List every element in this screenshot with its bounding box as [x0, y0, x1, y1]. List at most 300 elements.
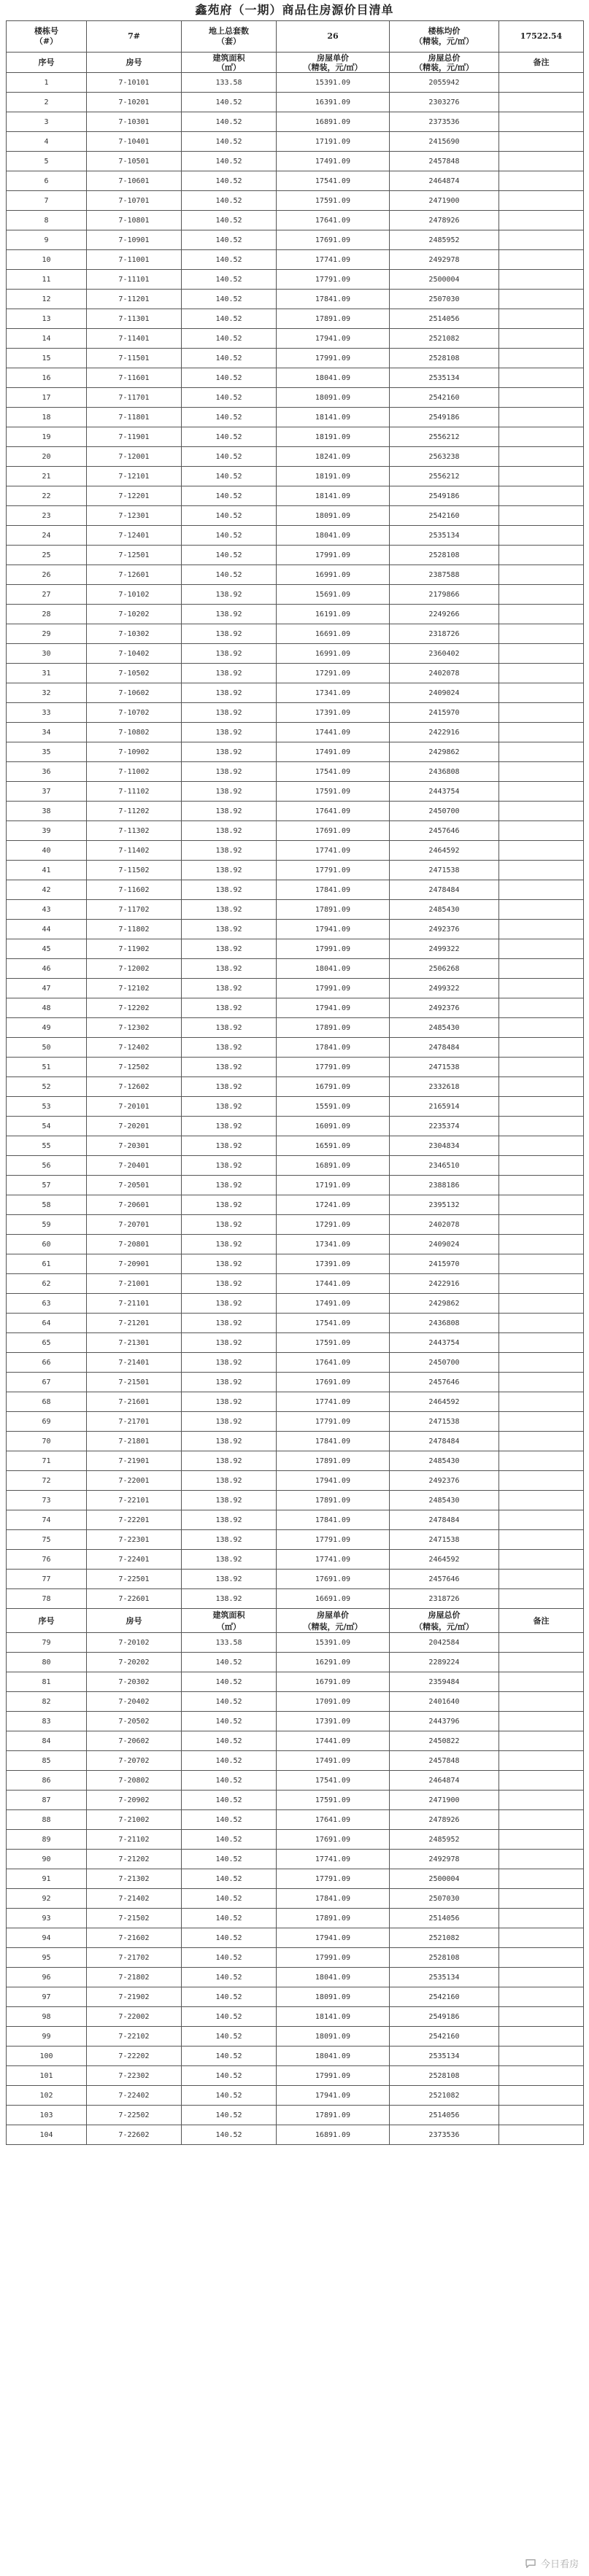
- remark-cell: [499, 486, 584, 506]
- total-price-cell: 2514056: [390, 2106, 499, 2125]
- table-row: [7, 1432, 584, 1451]
- area-cell: 140.52: [182, 1948, 277, 1968]
- table-row: [7, 309, 584, 329]
- unit-price-cell: 17991.09: [277, 546, 390, 565]
- area-cell: 138.92: [182, 723, 277, 742]
- table-row: [7, 1097, 584, 1117]
- remark-cell: [499, 1136, 584, 1156]
- table-row: [7, 900, 584, 920]
- area-cell: 140.52: [182, 1968, 277, 1987]
- area-cell: 138.92: [182, 880, 277, 900]
- seq-cell: 35: [7, 742, 87, 762]
- table-row: [7, 408, 584, 427]
- room-cell: 7-22102: [87, 2027, 182, 2047]
- total-price-cell: 2304834: [390, 1136, 499, 1156]
- total-price-cell: 2055942: [390, 73, 499, 93]
- room-cell: 7-11501: [87, 349, 182, 368]
- area-cell: 140.52: [182, 1987, 277, 2007]
- total-price-cell: 2500004: [390, 1869, 499, 1889]
- room-cell: 7-20402: [87, 1692, 182, 1712]
- area-cell: 138.92: [182, 703, 277, 723]
- total-price-cell: 2492376: [390, 998, 499, 1018]
- room-cell: 7-22101: [87, 1491, 182, 1510]
- unit-price-cell: 18041.09: [277, 526, 390, 546]
- building-no-header: 楼栋号 （#）: [7, 21, 87, 53]
- unit-price-cell: 17841.09: [277, 1510, 390, 1530]
- area-cell: 138.92: [182, 1058, 277, 1077]
- total-price-cell: 2499322: [390, 939, 499, 959]
- unit-price-cell: 17941.09: [277, 329, 390, 349]
- room-cell: 7-21002: [87, 1810, 182, 1830]
- seq-cell: 4: [7, 132, 87, 152]
- room-cell: 7-20201: [87, 1117, 182, 1136]
- table-row: [7, 1136, 584, 1156]
- table-row: [7, 703, 584, 723]
- seq-cell: 46: [7, 959, 87, 979]
- room-cell: 7-10302: [87, 624, 182, 644]
- unit-price-cell: 18141.09: [277, 408, 390, 427]
- unit-price-cell: 17541.09: [277, 171, 390, 191]
- table-row: [7, 1471, 584, 1491]
- area-cell: 138.92: [182, 1097, 277, 1117]
- seq-cell: 74: [7, 1510, 87, 1530]
- unit-price-cell: 18191.09: [277, 427, 390, 447]
- remark-cell: [499, 664, 584, 683]
- remark-cell: [499, 526, 584, 546]
- remark-cell: [499, 1038, 584, 1058]
- seq-cell: 68: [7, 1392, 87, 1412]
- room-cell: 7-20902: [87, 1791, 182, 1810]
- table-row: [7, 349, 584, 368]
- seq-cell: 43: [7, 900, 87, 920]
- remark-cell: [499, 959, 584, 979]
- total-price-cell: 2478484: [390, 1038, 499, 1058]
- seq-cell: 37: [7, 782, 87, 802]
- area-cell: 138.92: [182, 1550, 277, 1570]
- area-cell: 138.92: [182, 1392, 277, 1412]
- total-price-cell: 2471538: [390, 1530, 499, 1550]
- total-price-cell: 2457646: [390, 1570, 499, 1589]
- seq-cell: 39: [7, 821, 87, 841]
- room-cell: 7-10901: [87, 230, 182, 250]
- area-cell: 138.92: [182, 821, 277, 841]
- repeated-col-room-header: 房号: [87, 1609, 182, 1633]
- remark-cell: [499, 270, 584, 290]
- area-cell: 138.92: [182, 1294, 277, 1314]
- remark-cell: [499, 1294, 584, 1314]
- remark-cell: [499, 742, 584, 762]
- remark-cell: [499, 605, 584, 624]
- seq-cell: 6: [7, 171, 87, 191]
- seq-cell: 7: [7, 191, 87, 211]
- table-row: [7, 1333, 584, 1353]
- remark-cell: [499, 782, 584, 802]
- seq-cell: 98: [7, 2007, 87, 2027]
- room-cell: 7-20202: [87, 1653, 182, 1672]
- total-price-cell: 2521082: [390, 2086, 499, 2106]
- total-price-cell: 2521082: [390, 1928, 499, 1948]
- seq-cell: 47: [7, 979, 87, 998]
- unit-price-cell: 17291.09: [277, 1215, 390, 1235]
- unit-count-value: 26: [277, 21, 390, 53]
- remark-cell: [499, 762, 584, 782]
- unit-price-cell: 17641.09: [277, 1353, 390, 1373]
- room-cell: 7-10702: [87, 703, 182, 723]
- seq-cell: 82: [7, 1692, 87, 1712]
- room-cell: 7-21901: [87, 1451, 182, 1471]
- total-price-cell: 2485430: [390, 1018, 499, 1038]
- seq-cell: 81: [7, 1672, 87, 1692]
- room-cell: 7-11601: [87, 368, 182, 388]
- total-price-cell: 2549186: [390, 2007, 499, 2027]
- unit-price-cell: 16591.09: [277, 1136, 390, 1156]
- unit-price-cell: 18041.09: [277, 959, 390, 979]
- area-cell: 140.52: [182, 447, 277, 467]
- unit-price-cell: 17491.09: [277, 1751, 390, 1771]
- seq-cell: 21: [7, 467, 87, 486]
- unit-price-cell: 18041.09: [277, 368, 390, 388]
- seq-cell: 57: [7, 1176, 87, 1195]
- seq-cell: 58: [7, 1195, 87, 1215]
- unit-price-cell: 18041.09: [277, 1968, 390, 1987]
- table-row: [7, 1987, 584, 2007]
- remark-cell: [499, 1731, 584, 1751]
- unit-price-cell: 17791.09: [277, 1530, 390, 1550]
- seq-cell: 29: [7, 624, 87, 644]
- building-no-value: 7#: [87, 21, 182, 53]
- remark-cell: [499, 250, 584, 270]
- room-cell: 7-21302: [87, 1869, 182, 1889]
- remark-cell: [499, 152, 584, 171]
- unit-price-cell: 17391.09: [277, 1254, 390, 1274]
- area-cell: 140.52: [182, 1810, 277, 1830]
- table-row: [7, 1215, 584, 1235]
- table-row: [7, 1294, 584, 1314]
- area-cell: 140.52: [182, 486, 277, 506]
- total-price-cell: 2415970: [390, 1254, 499, 1274]
- total-price-cell: 2514056: [390, 309, 499, 329]
- seq-cell: 28: [7, 605, 87, 624]
- total-price-cell: 2528108: [390, 546, 499, 565]
- table-row: [7, 1889, 584, 1909]
- remark-cell: [499, 447, 584, 467]
- area-cell: 138.92: [182, 841, 277, 861]
- remark-cell: [499, 2007, 584, 2027]
- total-price-cell: 2500004: [390, 270, 499, 290]
- area-cell: 138.92: [182, 1570, 277, 1589]
- room-cell: 7-12201: [87, 486, 182, 506]
- unit-price-cell: 16691.09: [277, 624, 390, 644]
- seq-cell: 51: [7, 1058, 87, 1077]
- area-cell: 140.52: [182, 1830, 277, 1850]
- unit-price-cell: 17691.09: [277, 821, 390, 841]
- room-cell: 7-20102: [87, 1633, 182, 1653]
- remark-cell: [499, 408, 584, 427]
- total-price-cell: 2332618: [390, 1077, 499, 1097]
- unit-price-cell: 17791.09: [277, 861, 390, 880]
- table-row: [7, 1491, 584, 1510]
- unit-price-cell: 16291.09: [277, 1653, 390, 1672]
- table-row: [7, 1928, 584, 1948]
- seq-cell: 30: [7, 644, 87, 664]
- seq-cell: 59: [7, 1215, 87, 1235]
- seq-cell: 80: [7, 1653, 87, 1672]
- seq-cell: 25: [7, 546, 87, 565]
- unit-price-cell: 17341.09: [277, 683, 390, 703]
- table-row: [7, 1850, 584, 1869]
- table-row: [7, 1018, 584, 1038]
- unit-price-cell: 17841.09: [277, 1889, 390, 1909]
- table-row: [7, 1712, 584, 1731]
- room-cell: 7-21402: [87, 1889, 182, 1909]
- room-cell: 7-20502: [87, 1712, 182, 1731]
- table-row: [7, 742, 584, 762]
- area-cell: 140.52: [182, 427, 277, 447]
- area-cell: 138.92: [182, 782, 277, 802]
- area-cell: 140.52: [182, 1712, 277, 1731]
- seq-cell: 54: [7, 1117, 87, 1136]
- table-row: [7, 565, 584, 585]
- unit-price-cell: 15391.09: [277, 73, 390, 93]
- total-price-cell: 2485430: [390, 1451, 499, 1471]
- seq-cell: 50: [7, 1038, 87, 1058]
- remark-cell: [499, 939, 584, 959]
- seq-cell: 92: [7, 1889, 87, 1909]
- table-row: [7, 1530, 584, 1550]
- area-cell: 140.52: [182, 1889, 277, 1909]
- room-cell: 7-21802: [87, 1968, 182, 1987]
- table-row: [7, 73, 584, 93]
- remark-cell: [499, 1987, 584, 2007]
- unit-price-cell: 18141.09: [277, 2007, 390, 2027]
- room-cell: 7-10202: [87, 605, 182, 624]
- area-cell: 138.92: [182, 1333, 277, 1353]
- total-price-cell: 2450700: [390, 1353, 499, 1373]
- total-price-cell: 2528108: [390, 1948, 499, 1968]
- area-cell: 138.92: [182, 1353, 277, 1373]
- table-row: [7, 1692, 584, 1712]
- unit-price-cell: 17091.09: [277, 1692, 390, 1712]
- seq-cell: 64: [7, 1314, 87, 1333]
- seq-cell: 70: [7, 1432, 87, 1451]
- col-remark-header: 备注: [499, 53, 584, 73]
- room-cell: 7-12101: [87, 467, 182, 486]
- total-price-cell: 2457646: [390, 821, 499, 841]
- remark-cell: [499, 1451, 584, 1471]
- remark-cell: [499, 467, 584, 486]
- seq-cell: 41: [7, 861, 87, 880]
- room-cell: 7-22602: [87, 2125, 182, 2145]
- unit-price-cell: 16991.09: [277, 565, 390, 585]
- total-price-cell: 2535134: [390, 368, 499, 388]
- total-price-cell: 2429862: [390, 1294, 499, 1314]
- total-price-cell: 2507030: [390, 1889, 499, 1909]
- seq-cell: 19: [7, 427, 87, 447]
- remark-cell: [499, 1491, 584, 1510]
- room-cell: 7-11802: [87, 920, 182, 939]
- table-row: [7, 329, 584, 349]
- seq-cell: 67: [7, 1373, 87, 1392]
- seq-cell: 90: [7, 1850, 87, 1869]
- table-row: [7, 802, 584, 821]
- room-cell: 7-10701: [87, 191, 182, 211]
- table-row: [7, 427, 584, 447]
- room-cell: 7-22501: [87, 1570, 182, 1589]
- total-price-cell: 2485952: [390, 230, 499, 250]
- seq-cell: 44: [7, 920, 87, 939]
- room-cell: 7-20602: [87, 1731, 182, 1751]
- total-price-cell: 2042584: [390, 1633, 499, 1653]
- repeated-col-total-price-header: 房屋总价 （精装，元/㎡）: [390, 1609, 499, 1633]
- table-row: [7, 1948, 584, 1968]
- seq-cell: 56: [7, 1156, 87, 1176]
- seq-cell: 32: [7, 683, 87, 703]
- area-cell: 140.52: [182, 132, 277, 152]
- area-cell: 140.52: [182, 191, 277, 211]
- area-cell: 138.92: [182, 1176, 277, 1195]
- room-cell: 7-21202: [87, 1850, 182, 1869]
- table-row: [7, 841, 584, 861]
- table-row: [7, 1038, 584, 1058]
- repeated-col-remark-header: 备注: [499, 1609, 584, 1633]
- room-cell: 7-10102: [87, 585, 182, 605]
- total-price-cell: 2471538: [390, 1058, 499, 1077]
- remark-cell: [499, 1751, 584, 1771]
- remark-cell: [499, 1692, 584, 1712]
- area-cell: 140.52: [182, 1909, 277, 1928]
- remark-cell: [499, 1570, 584, 1589]
- seq-cell: 31: [7, 664, 87, 683]
- seq-cell: 79: [7, 1633, 87, 1653]
- area-cell: 138.92: [182, 1314, 277, 1333]
- unit-price-cell: 17341.09: [277, 1235, 390, 1254]
- area-cell: 140.52: [182, 2086, 277, 2106]
- unit-price-cell: 17891.09: [277, 2106, 390, 2125]
- room-cell: 7-11902: [87, 939, 182, 959]
- remark-cell: [499, 1077, 584, 1097]
- area-cell: 138.92: [182, 1412, 277, 1432]
- remark-cell: [499, 1653, 584, 1672]
- table-row: [7, 1589, 584, 1609]
- unit-price-cell: 16891.09: [277, 1156, 390, 1176]
- seq-cell: 15: [7, 349, 87, 368]
- unit-price-cell: 17691.09: [277, 1830, 390, 1850]
- room-cell: 7-10502: [87, 664, 182, 683]
- remark-cell: [499, 1968, 584, 1987]
- seq-cell: 38: [7, 802, 87, 821]
- unit-price-cell: 17791.09: [277, 270, 390, 290]
- area-cell: 133.58: [182, 73, 277, 93]
- area-cell: 140.52: [182, 1791, 277, 1810]
- remark-cell: [499, 821, 584, 841]
- area-cell: 140.52: [182, 1751, 277, 1771]
- remark-cell: [499, 1176, 584, 1195]
- watermark: [524, 2556, 579, 2570]
- remark-cell: [499, 2047, 584, 2066]
- table-row: [7, 368, 584, 388]
- unit-price-cell: 17591.09: [277, 1791, 390, 1810]
- table-row: [7, 821, 584, 841]
- unit-price-cell: 18091.09: [277, 388, 390, 408]
- area-cell: 138.92: [182, 644, 277, 664]
- seq-cell: 93: [7, 1909, 87, 1928]
- unit-price-cell: 17541.09: [277, 762, 390, 782]
- room-cell: 7-11301: [87, 309, 182, 329]
- seq-cell: 62: [7, 1274, 87, 1294]
- remark-cell: [499, 1058, 584, 1077]
- area-cell: 138.92: [182, 1117, 277, 1136]
- table-row: [7, 1653, 584, 1672]
- area-cell: 138.92: [182, 664, 277, 683]
- seq-cell: 11: [7, 270, 87, 290]
- area-cell: 140.52: [182, 565, 277, 585]
- area-cell: 138.92: [182, 920, 277, 939]
- unit-price-cell: 17791.09: [277, 1412, 390, 1432]
- area-cell: 140.52: [182, 1653, 277, 1672]
- room-cell: 7-20701: [87, 1215, 182, 1235]
- remark-cell: [499, 2027, 584, 2047]
- table-row: [7, 1672, 584, 1692]
- unit-price-cell: 15691.09: [277, 585, 390, 605]
- total-price-cell: 2499322: [390, 979, 499, 998]
- total-price-cell: 2535134: [390, 526, 499, 546]
- room-cell: 7-20702: [87, 1751, 182, 1771]
- total-price-cell: 2165914: [390, 1097, 499, 1117]
- seq-cell: 76: [7, 1550, 87, 1570]
- repeated-column-header-row: [7, 1609, 584, 1633]
- remark-cell: [499, 546, 584, 565]
- seq-cell: 85: [7, 1751, 87, 1771]
- col-unit-price-header: 房屋单价 （精装，元/㎡）: [277, 53, 390, 73]
- table-row: [7, 683, 584, 703]
- table-row: [7, 2125, 584, 2145]
- remark-cell: [499, 1392, 584, 1412]
- remark-cell: [499, 506, 584, 526]
- remark-cell: [499, 171, 584, 191]
- room-cell: 7-22202: [87, 2047, 182, 2066]
- area-cell: 138.92: [182, 585, 277, 605]
- watermark-text: 今日看房: [540, 2559, 579, 2570]
- area-cell: 138.92: [182, 1451, 277, 1471]
- remark-cell: [499, 1215, 584, 1235]
- seq-cell: 71: [7, 1451, 87, 1471]
- total-price-cell: 2443754: [390, 1333, 499, 1353]
- seq-cell: 26: [7, 565, 87, 585]
- total-price-cell: 2457848: [390, 1751, 499, 1771]
- table-row: [7, 939, 584, 959]
- area-cell: 140.52: [182, 1771, 277, 1791]
- table-row: [7, 1869, 584, 1889]
- area-cell: 138.92: [182, 605, 277, 624]
- seq-cell: 72: [7, 1471, 87, 1491]
- seq-cell: 102: [7, 2086, 87, 2106]
- room-cell: 7-10802: [87, 723, 182, 742]
- remark-cell: [499, 191, 584, 211]
- seq-cell: 91: [7, 1869, 87, 1889]
- unit-price-cell: 17641.09: [277, 211, 390, 230]
- unit-price-cell: 17741.09: [277, 841, 390, 861]
- room-cell: 7-11602: [87, 880, 182, 900]
- room-cell: 7-20601: [87, 1195, 182, 1215]
- table-row: [7, 1510, 584, 1530]
- room-cell: 7-11502: [87, 861, 182, 880]
- table-row: [7, 861, 584, 880]
- room-cell: 7-20501: [87, 1176, 182, 1195]
- room-cell: 7-21502: [87, 1909, 182, 1928]
- seq-cell: 69: [7, 1412, 87, 1432]
- table-row: [7, 250, 584, 270]
- unit-price-cell: 17891.09: [277, 900, 390, 920]
